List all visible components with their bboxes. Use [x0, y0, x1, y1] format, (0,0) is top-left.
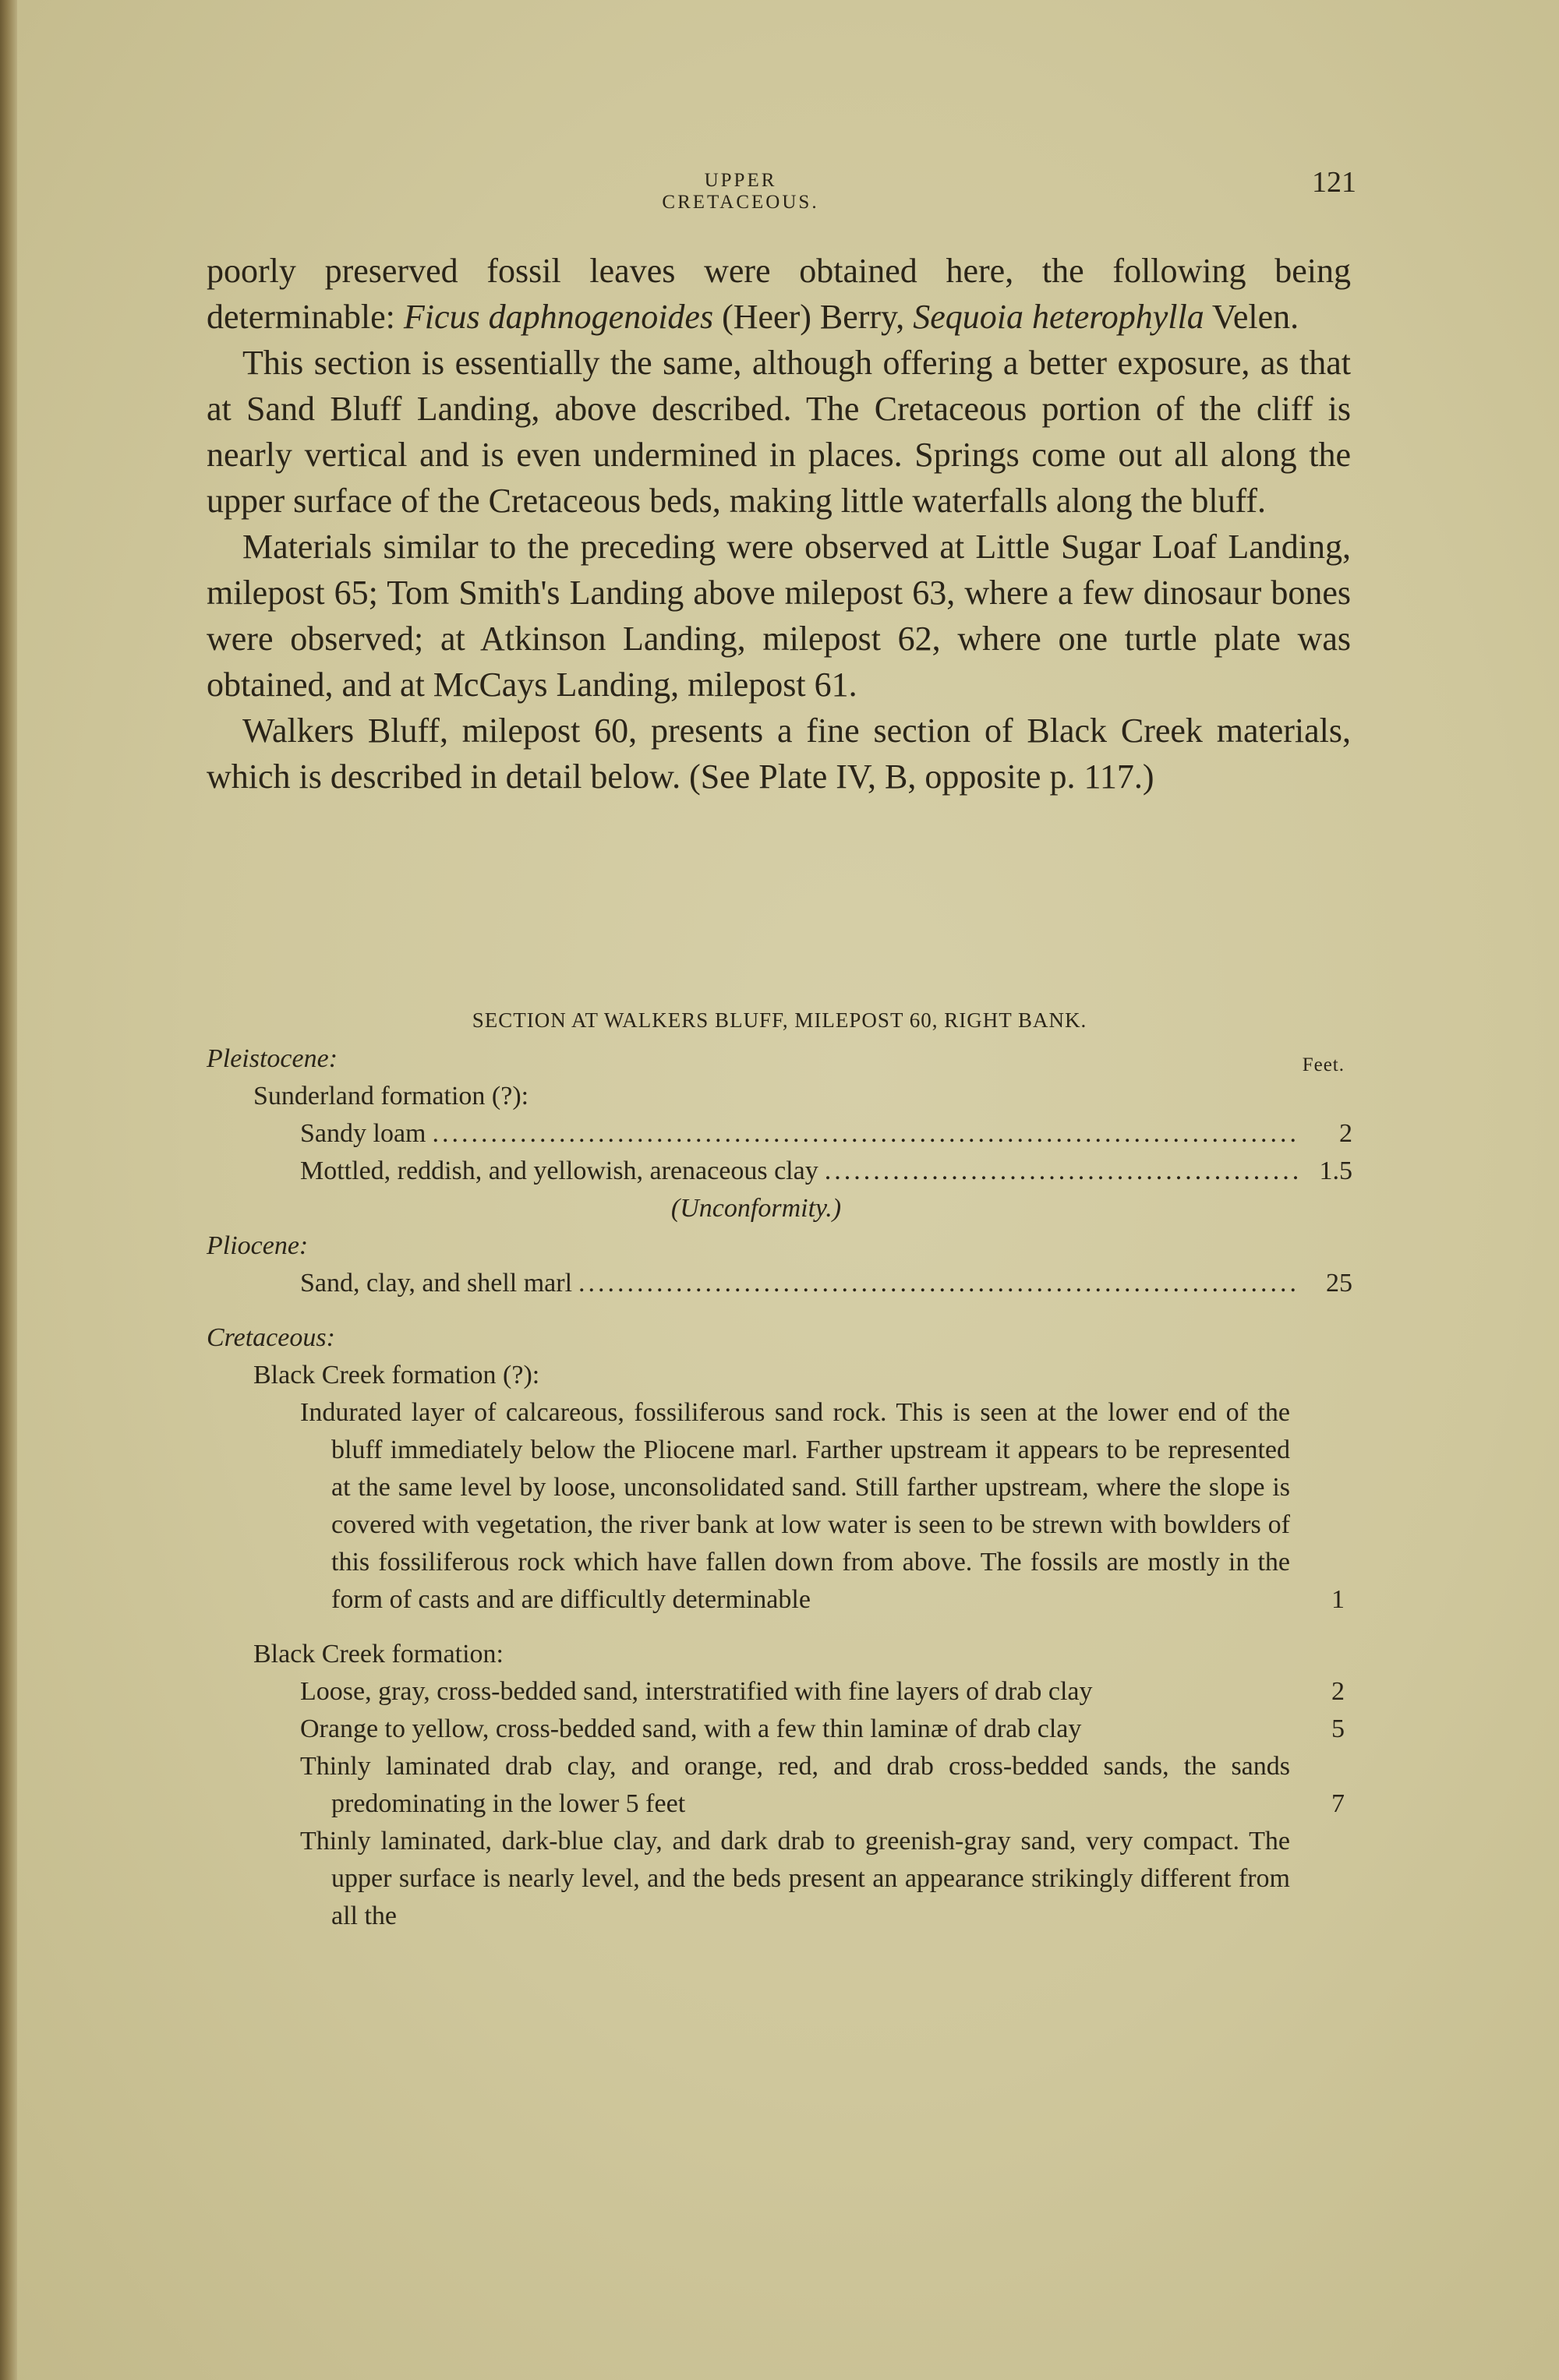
formation-heading: Black Creek formation (?):	[253, 1361, 540, 1390]
period-heading: Cretaceous:	[207, 1323, 335, 1352]
species-name: Sequoia heterophylla	[913, 298, 1204, 336]
section-entry: Thinly laminated, dark-blue clay, and dark drab to greenish-gray sand, very compact. The upper surface is nearly level, and the beds present an appearance strikingly different from all the	[300, 1827, 1290, 1930]
section-entry: Loose, gray, cross-bedded sand, interstratified with fine layers of drab clay 2	[207, 1673, 1352, 1711]
paragraph-3: Materials similar to the preceding were observed at Little Sugar Loaf Landing, milepost 65; Tom Smith's Landing above milepost 63, where a few dinosaur bones were observed; at Atkinson Landing, milepost 62, where one turtle plate was obtained, and at McCays Landing, milepost 61.	[207, 528, 1351, 704]
page-number: 121	[1312, 166, 1356, 199]
thickness-value: 5	[1331, 1714, 1345, 1743]
thickness-value: 2	[1339, 1119, 1352, 1148]
paragraph-4: Walkers Bluff, milepost 60, presents a fine section of Black Creek materials, which is described in detail below. (See Plate IV, B, opposite p. 117.)	[207, 712, 1351, 796]
running-head: UPPER CRETACEOUS.	[662, 170, 819, 213]
formation-heading: Black Creek formation:	[253, 1640, 504, 1668]
formation-heading: Sunderland formation (?):	[253, 1082, 529, 1111]
thickness-value: 1.5	[1319, 1156, 1352, 1185]
section-entry: Orange to yellow, cross-bedded sand, with a few thin laminæ of drab clay 5	[207, 1711, 1352, 1748]
section-row	[207, 1040, 1352, 1078]
section-row: Mottled, reddish, and yellowish, arenaceous clay ..... 1.5	[207, 1153, 1352, 1190]
section-row: Sand, clay, and shell marl ..... 25	[207, 1265, 1352, 1302]
species-name: Ficus daphnogenoides	[403, 298, 714, 336]
thickness-value: 1	[1331, 1585, 1345, 1614]
paragraph-2: This section is essentially the same, although offering a better exposure, as that at Sand Bluff Landing, above described. The Cretaceous portion of the cliff is nearly vertical and is even undermined in places. Springs come out all along the upper surface of the Cretaceous beds, making little waterfalls along the bluff.	[207, 344, 1351, 520]
body-text	[207, 248, 1351, 800]
stratigraphic-section	[207, 1001, 1352, 1935]
period-heading: Pleistocene:	[207, 1044, 338, 1073]
thickness-value: 7	[1331, 1789, 1345, 1818]
section-row	[207, 1319, 1352, 1357]
section-row	[207, 1227, 1352, 1265]
section-entry: Thinly laminated drab clay, and orange, red, and drab cross-bedded sands, the sands predominating in the lower 5 feet 7	[207, 1748, 1352, 1823]
section-title: SECTION AT WALKERS BLUFF, MILEPOST 60, RIGHT BANK.	[472, 1008, 1087, 1032]
book-binding-edge	[0, 0, 17, 2380]
thickness-value: 2	[1331, 1677, 1345, 1706]
section-entry: Indurated layer of calcareous, fossiliferous sand rock. This is seen at the lower end of the bluff immediately below the Pliocene marl. Farther upstream it appears to be represented at the same level by loose, unconsolidated sand. Still farther upstream, where the slope is covered with vegetation, the river bank at low water is seen to be strewn with bowlders of this fossiliferous rock which have fallen down from above. The fossils are mostly in the form of casts and are difficultly determinable 1	[207, 1394, 1352, 1619]
feet-column-header: Feet.	[1302, 1054, 1345, 1075]
paragraph-1: poorly preserved fossil leaves were obtained here, the following being determinable: Ficus daphnogenoides (Heer) Berry, Sequoia heterophylla Velen.	[207, 252, 1351, 336]
section-row: Sandy loam ..... 2	[207, 1115, 1352, 1153]
thickness-value: 25	[1326, 1269, 1352, 1298]
unconformity-note: (Unconformity.)	[670, 1194, 842, 1223]
period-heading: Pliocene:	[207, 1231, 309, 1260]
